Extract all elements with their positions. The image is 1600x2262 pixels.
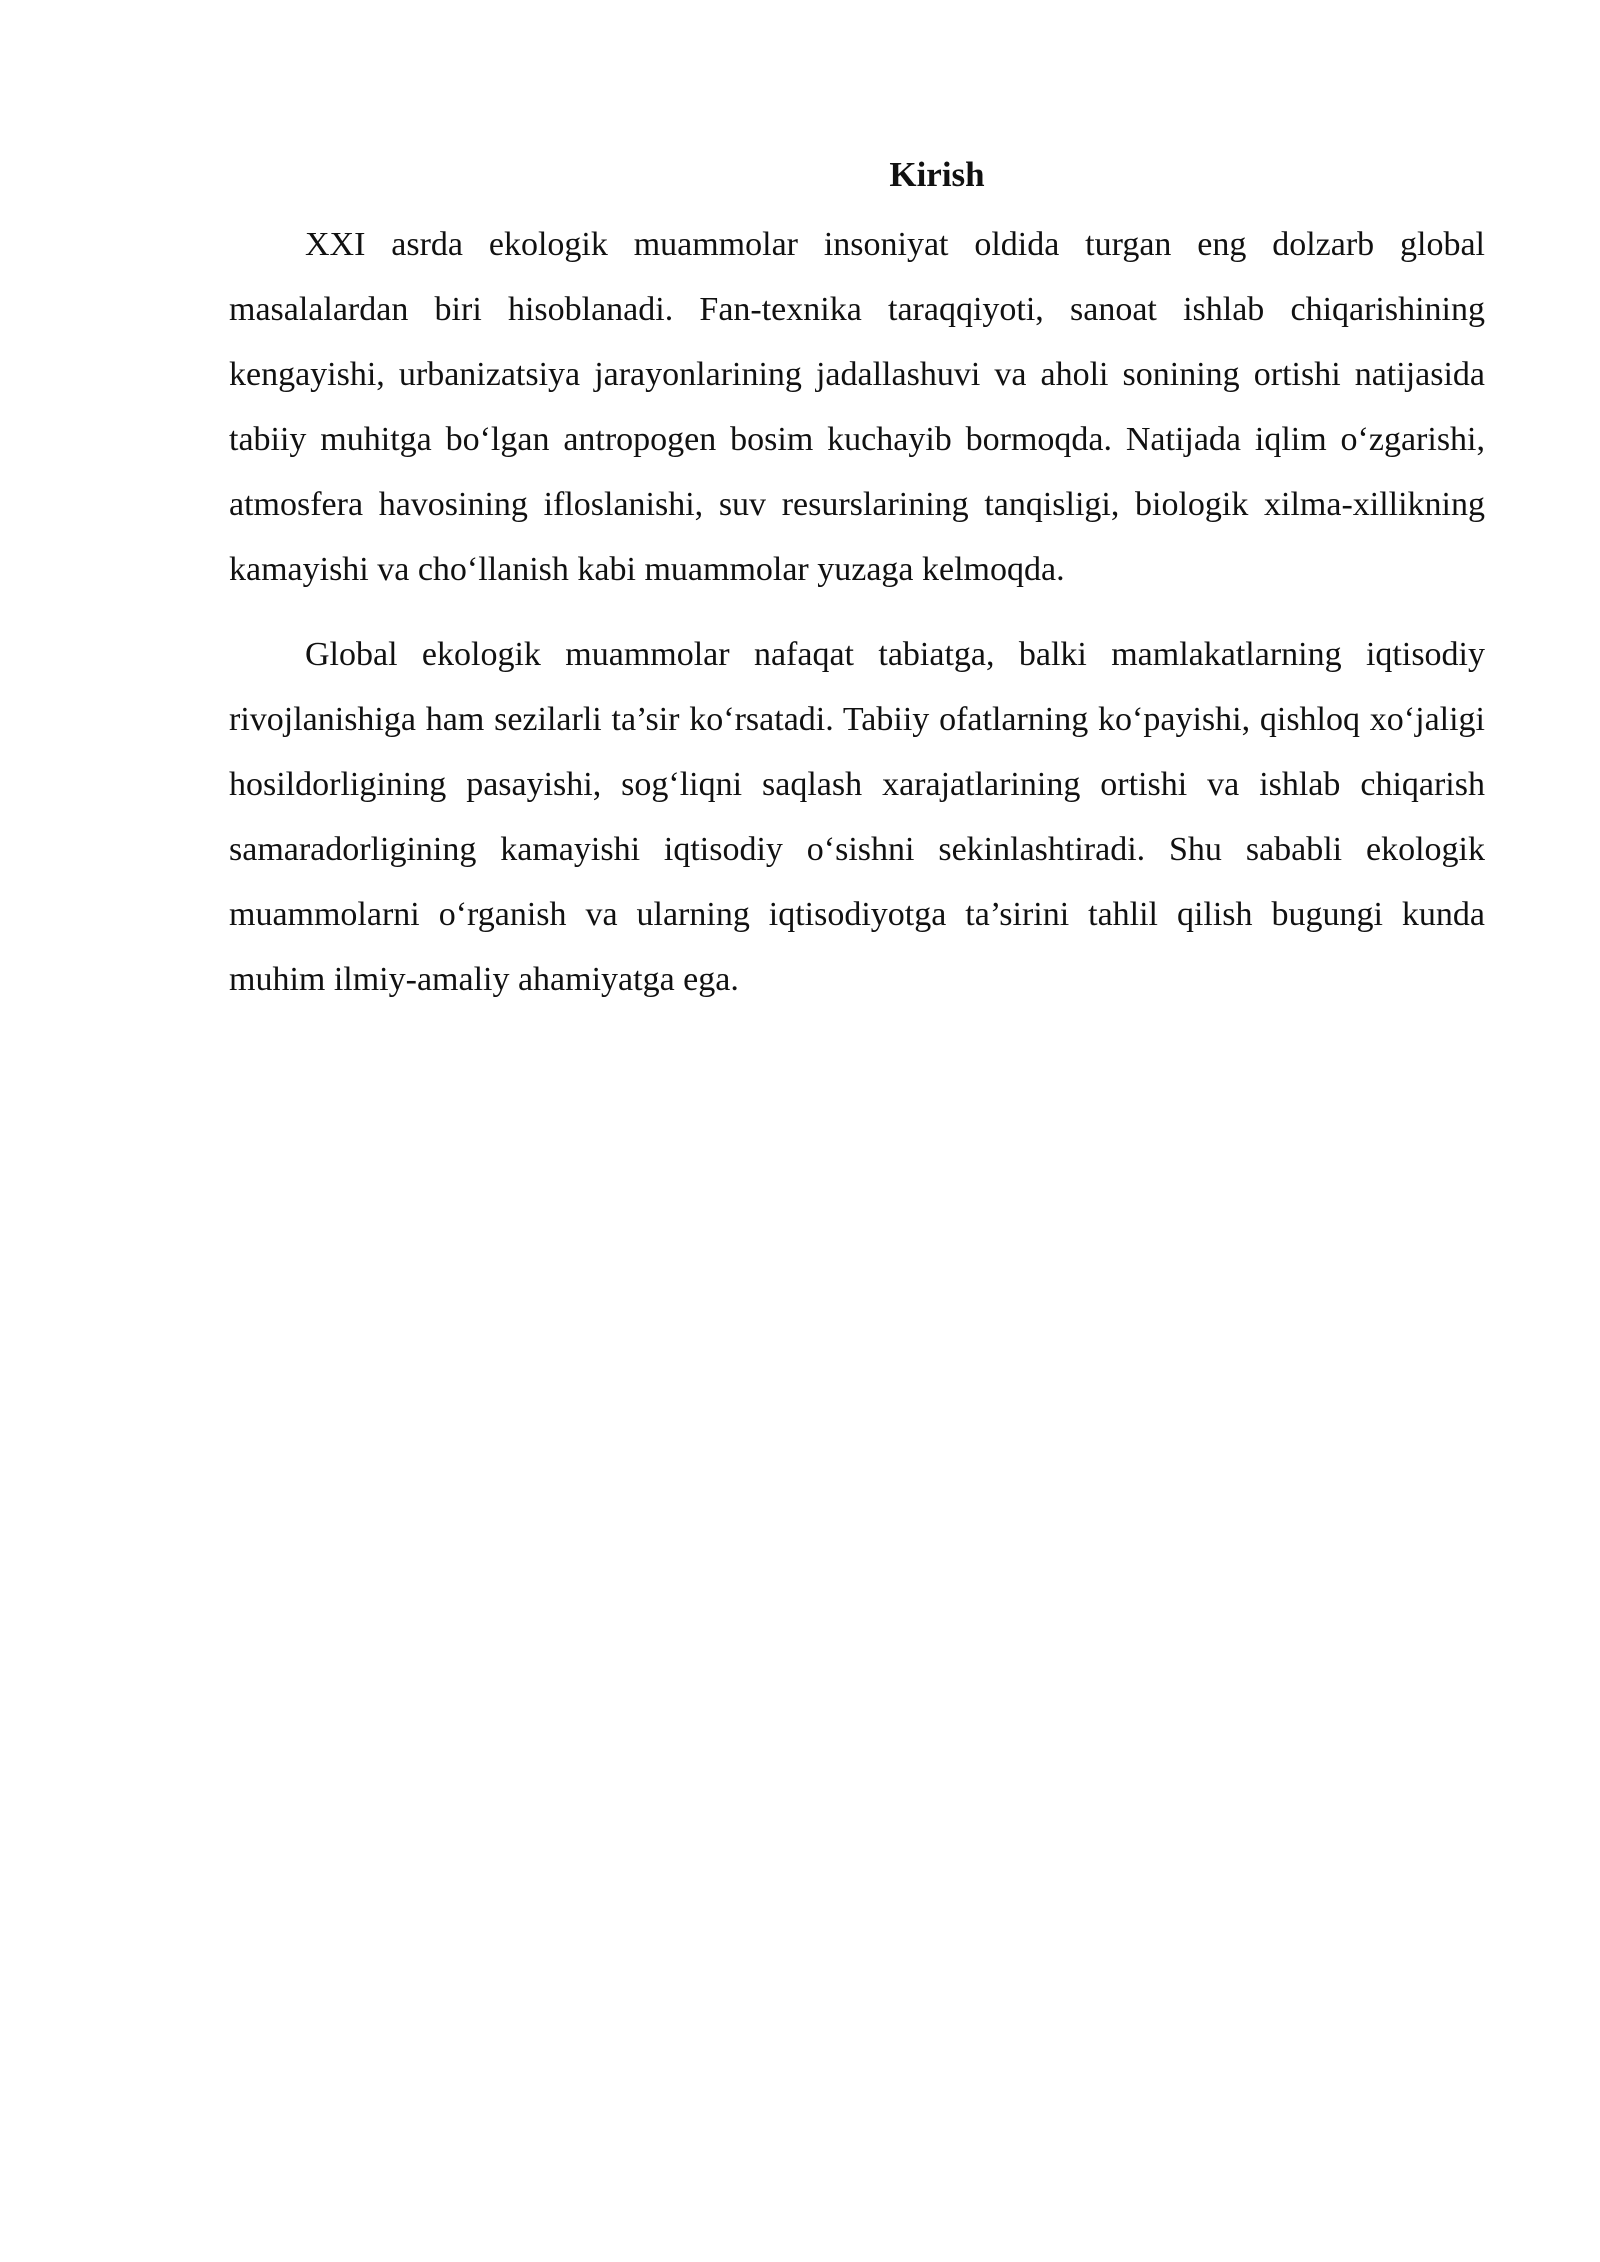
paragraph-1: XXI asrda ekologik muammolar insoniyat oldida turgan eng dolzarb global masalalardan biri hisoblanadi. Fan-texnika taraqqiyoti, sanoat ishlab chiqarishining kengayishi, urbanizatsiya jarayonlarining jadallashuvi va aholi sonining ortishi natijasida tabiiy muhitga bo‘lgan antropogen bosim kuchayib bormoqda. Natijada iqlim o‘zgarishi, atmosfera havosining ifloslanishi, suv resurslarining tanqisligi, biologik xilma-xillikning kamayishi va cho‘llanish kabi muammolar yuzaga kelmoqda.	[229, 226, 1485, 588]
page-content	[229, 148, 1485, 1032]
paragraph-2: Global ekologik muammolar nafaqat tabiatga, balki mamlakatlarning iqtisodiy rivojlanishiga ham sezilarli ta’sir ko‘rsatadi. Tabiiy ofatlarning ko‘payishi, qishloq xo‘jaligi hosildorligining pasayishi, sog‘liqni saqlash xarajatlarining ortishi va ishlab chiqarish samaradorligining kamayishi iqtisodiy o‘sishni sekinlashtiradi. Shu sababli ekologik muammolarni o‘rganish va ularning iqtisodiyotga ta’sirini tahlil qilish bugungi kunda muhim ilmiy-amaliy ahamiyatga ega.	[229, 636, 1485, 998]
section-heading: Kirish	[889, 155, 985, 194]
